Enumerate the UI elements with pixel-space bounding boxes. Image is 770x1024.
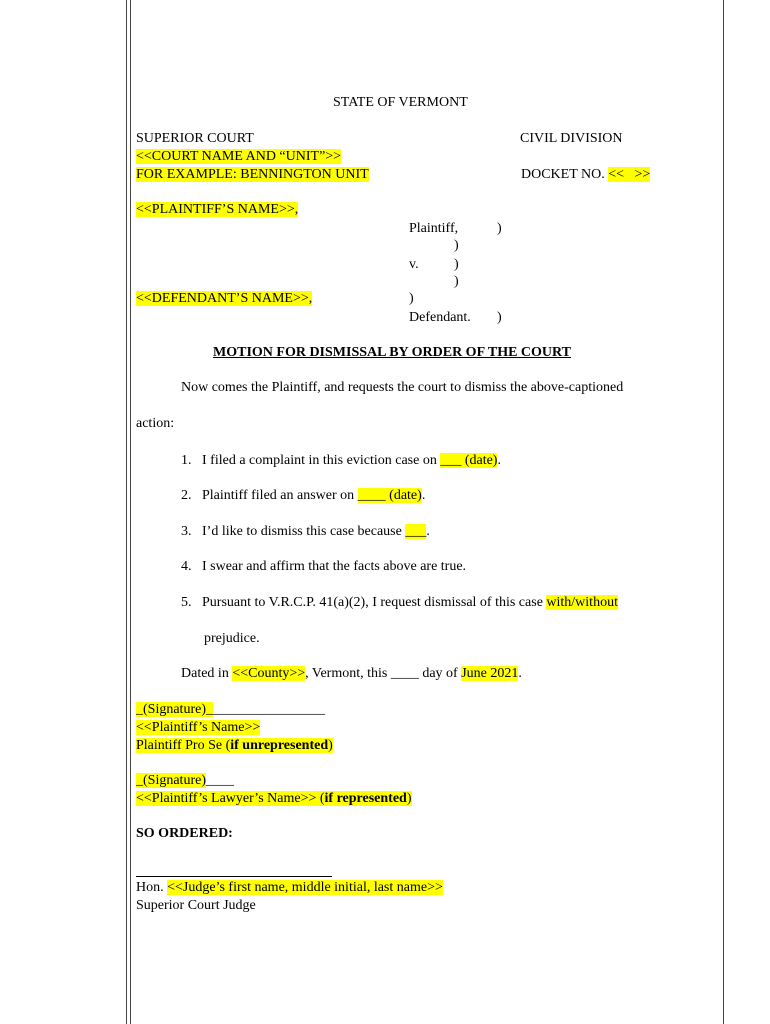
item-text: I filed a complaint in this eviction case on: [202, 453, 441, 468]
county-placeholder: <<County>>: [232, 666, 306, 681]
versus-label: v.: [409, 257, 419, 272]
caption-paren: ): [497, 310, 502, 325]
defendant-label: Defendant.: [409, 310, 471, 325]
caption-paren: ): [454, 274, 459, 289]
court-example-text: FOR EXAMPLE: BENNINGTON UNIT: [136, 167, 369, 182]
item-end: .: [421, 488, 426, 503]
right-border-line: [723, 0, 724, 1024]
judge-name-line: [136, 879, 443, 896]
state-heading: STATE OF VERMONT: [333, 95, 468, 110]
item-text: I swear and affirm that the facts above are true.: [202, 559, 467, 574]
list-item-2: [181, 487, 425, 504]
signature-underline: ____: [205, 773, 234, 788]
lawyer-condition: if represented: [324, 791, 407, 806]
list-item-1: [181, 452, 501, 469]
caption-paren: ): [454, 257, 459, 272]
docket-placeholder: << >>: [608, 167, 651, 182]
docket-number: [521, 166, 650, 183]
item-text: Pursuant to V.R.C.P. 41(a)(2), I request dismissal of this case: [202, 595, 547, 610]
list-item-3: [181, 523, 430, 540]
plaintiff-printed-name: [136, 719, 260, 736]
left-border-line: [126, 0, 127, 1024]
pro-se-condition: if unrepresented: [230, 738, 329, 753]
item-end: .: [497, 453, 501, 468]
dated-month: June 2021: [461, 666, 519, 681]
pro-se-prefix: Plaintiff Pro Se (: [136, 738, 231, 753]
judge-title: Superior Court Judge: [136, 898, 256, 913]
plaintiff-name-placeholder: <<PLAINTIFF’S NAME>>,: [136, 202, 299, 217]
judge-signature-rule: [136, 876, 332, 877]
division-label: CIVIL DIVISION: [520, 131, 623, 146]
list-item-5: [181, 594, 618, 611]
item-number: 5.: [181, 595, 192, 610]
list-item-5-continuation: prejudice.: [204, 631, 260, 646]
item-number: 4.: [181, 559, 192, 574]
dated-line: [181, 665, 522, 682]
court-name-field: [136, 148, 341, 165]
court-label: SUPERIOR COURT: [136, 131, 254, 146]
lawyer-end: ): [406, 791, 412, 806]
pro-se-line: [136, 737, 333, 754]
caption-paren: ): [409, 291, 414, 306]
intro-line-2: action:: [136, 416, 175, 431]
lawyer-name-placeholder: <<Plaintiff’s Lawyer’s Name>> (: [136, 791, 325, 806]
list-item-4: [181, 558, 466, 575]
item-number: 1.: [181, 453, 192, 468]
dated-end: .: [518, 666, 522, 681]
lawyer-signature-line: [136, 772, 234, 789]
motion-title: MOTION FOR DISMISSAL BY ORDER OF THE COURT: [213, 345, 571, 360]
left-border-line-inner: [130, 0, 131, 1024]
plaintiff-label: Plaintiff,: [409, 221, 459, 236]
item-end: .: [426, 524, 430, 539]
item-fill: ___ (date): [440, 453, 498, 468]
caption-paren: ): [497, 221, 502, 236]
defendant-name-field: [136, 290, 312, 307]
item-number: 3.: [181, 524, 192, 539]
dated-prefix: Dated in: [181, 666, 233, 681]
docket-label: DOCKET NO.: [521, 167, 605, 182]
plaintiff-name-placeholder: <<Plaintiff’s Name>>: [136, 720, 261, 735]
item-number: 2.: [181, 488, 192, 503]
caption-paren: ): [454, 238, 459, 253]
signature-placeholder: _(Signature)_: [136, 702, 213, 717]
dated-middle: , Vermont, this ____ day of: [305, 666, 462, 681]
item-fill: with/without: [546, 595, 618, 610]
lawyer-printed-name: [136, 790, 412, 807]
item-fill: ____ (date): [357, 488, 422, 503]
judge-name-placeholder: <<Judge’s first name, middle initial, last name>>: [167, 880, 443, 895]
signature-underline: ________________: [212, 702, 325, 717]
plaintiff-name-field: [136, 201, 298, 218]
court-example: [136, 166, 369, 183]
item-text: Plaintiff filed an answer on: [202, 488, 358, 503]
judge-prefix: Hon.: [136, 880, 168, 895]
item-text: I’d like to dismiss this case because: [202, 524, 406, 539]
plaintiff-signature-line: [136, 701, 325, 718]
pro-se-end: ): [328, 738, 333, 753]
item-fill: ___: [405, 524, 427, 539]
defendant-name-placeholder: <<DEFENDANT’S NAME>>,: [136, 291, 313, 306]
intro-line-1: Now comes the Plaintiff, and requests the court to dismiss the above-captioned: [181, 380, 624, 395]
so-ordered-heading: SO ORDERED:: [136, 826, 233, 841]
court-name-placeholder: <<COURT NAME AND “UNIT”>>: [136, 149, 342, 164]
signature-placeholder: _(Signature): [136, 773, 206, 788]
